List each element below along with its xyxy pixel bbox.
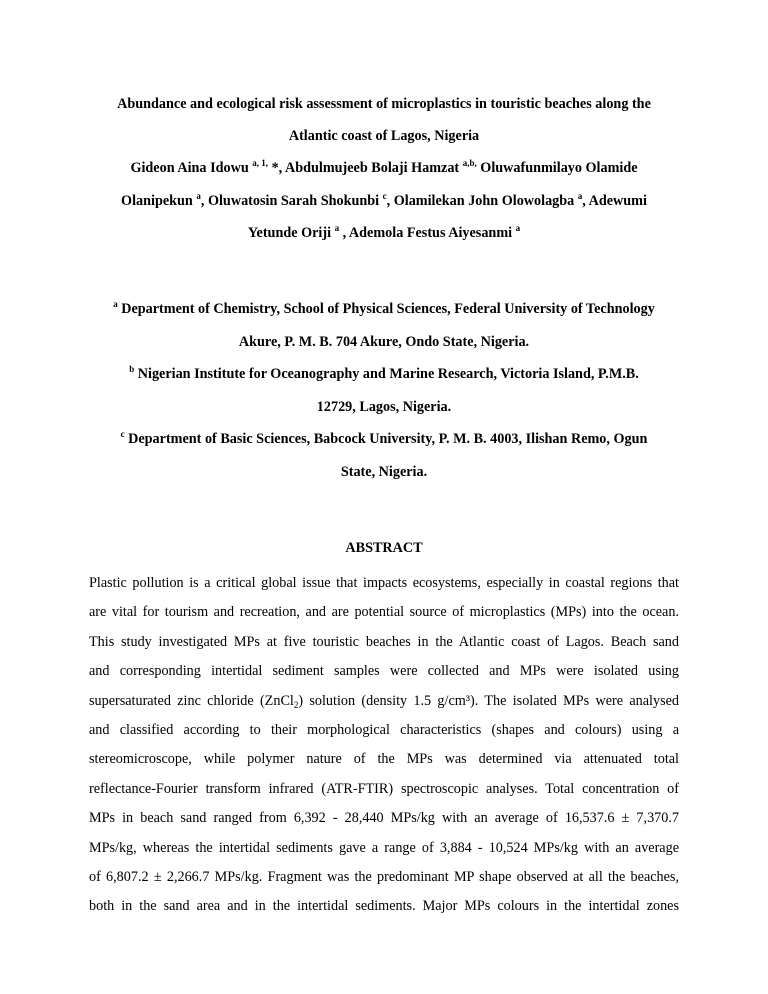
author-affiliation-sup: a,b, (462, 158, 477, 168)
abstract-heading: ABSTRACT (345, 540, 423, 556)
abstract-text: ) solution (density 1.5 g/cm³). The isolated MPs were analysed (298, 692, 679, 709)
author-affiliation-sup: a, 1, (252, 158, 269, 168)
author-text: Yetunde Oriji (247, 225, 335, 241)
abstract-line: stereomicroscope, while polymer nature of the MPs was determined via attenuated total (89, 751, 679, 768)
affiliation-sup: c (120, 429, 125, 439)
abstract-line: of 6,807.2 ± 2,266.7 MPs/kg. Fragment was the predominant MP shape observed at all the beaches, (89, 868, 679, 885)
author-text: Olanipekun (121, 193, 197, 209)
affiliation-text: Nigerian Institute for Oceanography and Marine Research, Victoria Island, P.M.B. (134, 366, 639, 382)
affiliation-text: Department of Basic Sciences, Babcock University, P. M. B. 4003, Ilishan Remo, Ogun (124, 431, 648, 447)
affiliation-sup: b (129, 364, 135, 374)
affiliation-c-line-1 (0, 429, 768, 449)
affiliation-b-line-1 (0, 364, 768, 384)
author-line-2 (0, 191, 768, 211)
author-text: Oluwafunmilayo Olamide (476, 160, 638, 176)
affiliation-a-line-1 (0, 299, 768, 319)
abstract-line: are vital for tourism and recreation, and are potential source of microplastics (MPs) into the ocean. (89, 604, 679, 621)
abstract-line: MPs in beach sand ranged from 6,392 - 28,440 MPs/kg with an average of 16,537.6 ± 7,370.7 (89, 810, 679, 827)
author-affiliation-sup: a (577, 191, 583, 201)
author-line-1 (0, 158, 768, 178)
abstract-text: supersaturated zinc chloride (ZnCl (89, 692, 294, 709)
affiliation-b-line-2: 12729, Lagos, Nigeria. (316, 399, 452, 415)
paper-title-line-2: Atlantic coast of Lagos, Nigeria (288, 128, 480, 144)
author-text: , Adewumi (582, 193, 647, 209)
affiliation-a-line-2: Akure, P. M. B. 704 Akure, Ondo State, Nigeria. (238, 334, 530, 350)
abstract-line: and corresponding intertidal sediment samples were collected and MPs were isolated using (89, 663, 679, 680)
subscript: 2 (293, 699, 299, 710)
author-text: Gideon Aina Idowu (130, 160, 253, 176)
affiliation-c-line-2: State, Nigeria. (340, 464, 428, 480)
author-affiliation-sup: c (382, 191, 387, 201)
author-line-3 (0, 223, 768, 243)
abstract-line (89, 687, 679, 716)
affiliation-sup: a (113, 299, 118, 309)
author-affiliation-sup: a (196, 191, 201, 201)
abstract-line: reflectance-Fourier transform infrared (ATR-FTIR) spectroscopic analyses. Total concentration of (89, 780, 679, 797)
abstract-line: MPs/kg, whereas the intertidal sediments gave a range of 3,884 - 10,524 MPs/kg with an average (89, 839, 679, 856)
abstract-line: Plastic pollution is a critical global issue that impacts ecosystems, especially in coastal regions that (89, 575, 679, 591)
author-text: , Ademola Festus Aiyesanmi (339, 225, 516, 241)
abstract-line: and classified according to their morphological characteristics (shapes and colours) using a (89, 721, 679, 738)
author-affiliation-sup: a (334, 223, 340, 233)
author-affiliation-sup: a (515, 223, 521, 233)
abstract-line: This study investigated MPs at five touristic beaches in the Atlantic coast of Lagos. Beach sand (89, 633, 679, 650)
author-text: , Oluwatosin Sarah Shokunbi (200, 193, 383, 209)
paper-title-line-1: Abundance and ecological risk assessment of microplastics in touristic beaches along the (117, 96, 651, 112)
affiliation-text: Department of Chemistry, School of Physical Sciences, Federal University of Technology (117, 301, 655, 317)
author-text: *, Abdulmujeeb Bolaji Hamzat (268, 160, 463, 176)
abstract-line: both in the sand area and in the intertidal sediments. Major MPs colours in the intertidal zones (89, 898, 679, 915)
author-text: , Olamilekan John Olowolagba (386, 193, 578, 209)
abstract-body (89, 569, 679, 922)
